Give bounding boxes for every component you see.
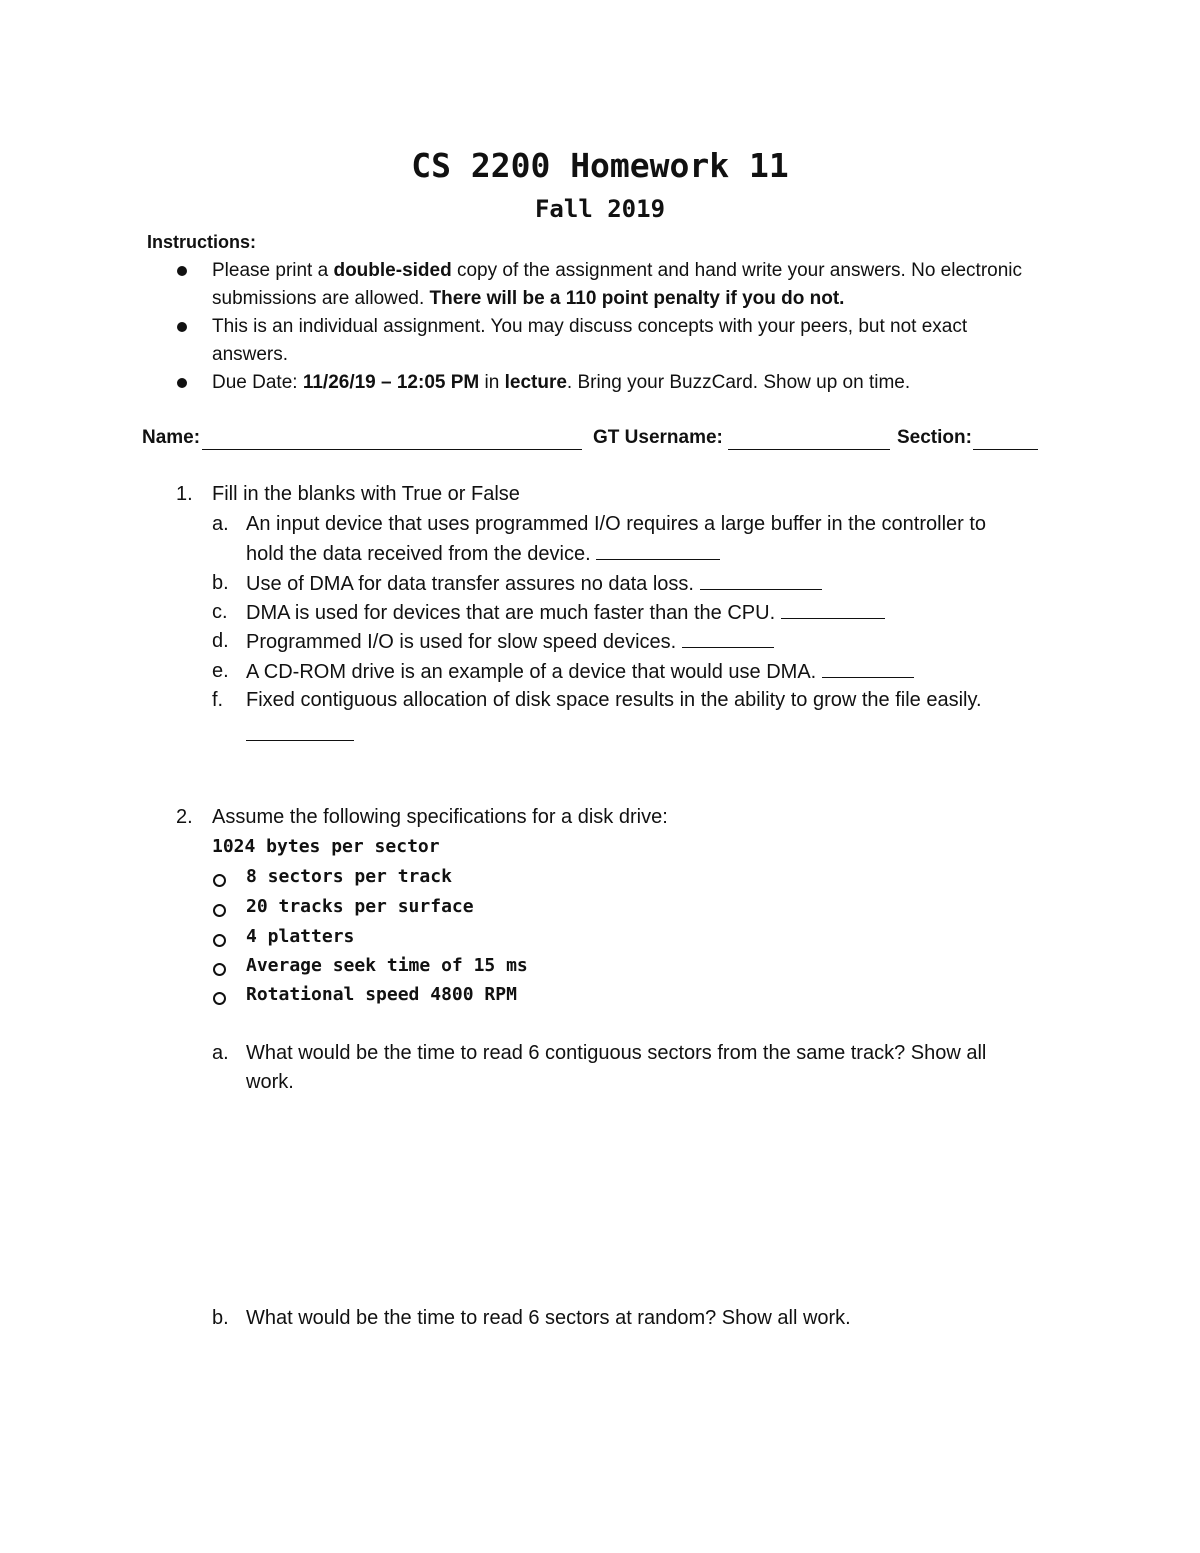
q1-item-letter: a. — [212, 513, 229, 535]
bullet-icon — [177, 266, 187, 276]
name-field[interactable] — [202, 449, 582, 450]
q1-item-letter: e. — [212, 660, 229, 682]
instruction-1-line-1: Please print a double-sided copy of the assignment and hand write your answers. No electronic — [212, 260, 1022, 281]
q1-number: 1. — [176, 483, 193, 505]
answer-blank[interactable] — [596, 542, 720, 560]
username-label: GT Username: — [593, 427, 723, 448]
q1-item-a-line-1: An input device that uses programmed I/O requires a large buffer in the controller to — [246, 513, 987, 535]
q1-item-letter: c. — [212, 601, 228, 623]
q1-item-c: DMA is used for devices that are much faster than the CPU. — [246, 601, 885, 625]
spec-line: Rotational speed 4800 RPM — [246, 984, 517, 1005]
section-field[interactable] — [973, 449, 1038, 450]
answer-blank[interactable] — [822, 660, 914, 678]
spec-line: 8 sectors per track — [246, 866, 452, 887]
q2-number: 2. — [176, 806, 193, 828]
circle-bullet-icon — [213, 992, 226, 1005]
q1-item-a-line-2: hold the data received from the device. — [246, 542, 720, 566]
circle-bullet-icon — [213, 963, 226, 976]
q1-item-letter: d. — [212, 630, 229, 652]
q1-item-f-line-1: Fixed contiguous allocation of disk space results in the ability to grow the file easily. — [246, 689, 982, 711]
answer-blank[interactable] — [682, 630, 774, 648]
instruction-2-line-2: answers. — [212, 344, 289, 365]
answer-blank[interactable] — [700, 572, 822, 590]
q2-a-letter: a. — [212, 1042, 229, 1064]
q1-item-letter: f. — [212, 689, 224, 711]
q1-item-b: Use of DMA for data transfer assures no data loss. — [246, 572, 822, 596]
spec-line: 4 platters — [246, 926, 355, 947]
q1-prompt: Fill in the blanks with True or False — [212, 483, 520, 505]
username-field[interactable] — [728, 449, 890, 450]
circle-bullet-icon — [213, 874, 226, 887]
spec-line: 20 tracks per surface — [246, 896, 474, 917]
bullet-icon — [177, 378, 187, 388]
q1-item-e: A CD-ROM drive is an example of a device that would use DMA. — [246, 660, 914, 684]
bullet-icon — [177, 322, 187, 332]
q2-a-line-1: What would be the time to read 6 contiguous sectors from the same track? Show all — [246, 1042, 987, 1064]
q2-b-line-1: What would be the time to read 6 sectors at random? Show all work. — [246, 1307, 851, 1329]
q1-item-d: Programmed I/O is used for slow speed devices. — [246, 630, 774, 654]
answer-blank[interactable] — [781, 601, 885, 619]
page-title: CS 2200 Homework 11 — [411, 146, 789, 185]
instruction-2-line-1: This is an individual assignment. You may discuss concepts with your peers, but not exact — [212, 316, 968, 337]
answer-blank[interactable] — [246, 740, 354, 741]
circle-bullet-icon — [213, 904, 226, 917]
instruction-1-line-2: submissions are allowed. There will be a 110 point penalty if you do not. — [212, 288, 845, 309]
section-label: Section: — [897, 427, 972, 448]
name-label: Name: — [142, 427, 201, 448]
q2-a-line-2: work. — [246, 1071, 294, 1093]
spec-line: 1024 bytes per sector — [212, 836, 440, 857]
spec-line: Average seek time of 15 ms — [246, 955, 528, 976]
instructions-heading: Instructions: — [147, 232, 257, 252]
circle-bullet-icon — [213, 934, 226, 947]
page-subtitle: Fall 2019 — [534, 195, 666, 223]
q2-prompt: Assume the following specifications for a disk drive: — [212, 806, 668, 828]
instruction-3: Due Date: 11/26/19 – 12:05 PM in lecture. Bring your BuzzCard. Show up on time. — [212, 372, 911, 393]
q1-item-letter: b. — [212, 572, 229, 594]
q2-b-letter: b. — [212, 1307, 229, 1329]
